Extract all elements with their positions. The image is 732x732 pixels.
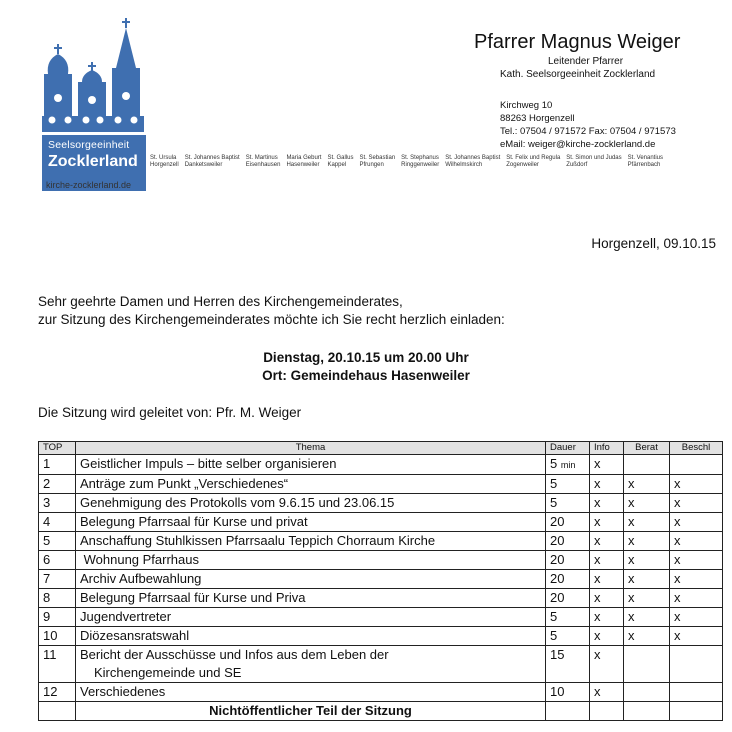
cell-top: 5 bbox=[39, 532, 76, 551]
cell-thema bbox=[76, 589, 546, 608]
address-city: 88263 Horgenzell bbox=[500, 113, 575, 124]
column-header-info: Info bbox=[590, 442, 624, 455]
cell-dauer bbox=[546, 494, 590, 513]
closing-row bbox=[39, 702, 723, 721]
cell-berat: x bbox=[624, 551, 670, 570]
dauer-value: 20 bbox=[550, 514, 565, 529]
empty-cell bbox=[670, 702, 723, 721]
cell-dauer bbox=[546, 513, 590, 532]
cell-berat: x bbox=[624, 494, 670, 513]
cell-dauer bbox=[546, 646, 590, 683]
sender-name: Pfarrer Magnus Weiger bbox=[474, 31, 681, 53]
parish-item: St. Venantius Pfärrenbach bbox=[627, 155, 664, 168]
column-header-thema: Thema bbox=[76, 442, 546, 455]
cell-info: x bbox=[590, 455, 624, 475]
thema-text: Genehmigung des Protokolls vom 9.6.15 und 23.06.15 bbox=[80, 495, 395, 510]
cell-dauer bbox=[546, 551, 590, 570]
cell-info: x bbox=[590, 646, 624, 683]
meeting-leader: Die Sitzung wird geleitet von: Pfr. M. Weiger bbox=[38, 405, 302, 420]
parish-item: St. Gallus Kappel bbox=[327, 155, 354, 168]
thema-text: Belegung Pfarrsaal für Kurse und Priva bbox=[80, 590, 306, 605]
meeting-details bbox=[0, 349, 732, 385]
cell-thema bbox=[76, 532, 546, 551]
cell-berat: x bbox=[624, 513, 670, 532]
address-street: Kirchweg 10 bbox=[500, 100, 553, 111]
cell-beschl: x bbox=[670, 570, 723, 589]
cell-berat: x bbox=[624, 475, 670, 494]
sender-unit: Kath. Seelsorgeeinheit Zocklerland bbox=[500, 69, 656, 80]
parish-item: St. Johannes Baptist Danketsweiler bbox=[184, 155, 240, 168]
sender-address bbox=[500, 99, 676, 151]
contact-phone-fax: Tel.: 07504 / 971572 Fax: 07504 / 971573 bbox=[500, 126, 676, 137]
cell-thema bbox=[76, 683, 546, 702]
thema-text: Anträge zum Punkt „Verschiedenes“ bbox=[80, 476, 289, 491]
cell-dauer bbox=[546, 608, 590, 627]
dauer-value: 5 bbox=[550, 609, 558, 624]
table-row bbox=[39, 551, 723, 570]
parish-item: St. Felix und Regula Zogenweiler bbox=[506, 155, 561, 168]
cell-berat: x bbox=[624, 532, 670, 551]
cell-dauer bbox=[546, 683, 590, 702]
column-header-dauer: Dauer bbox=[546, 442, 590, 455]
cell-info: x bbox=[590, 551, 624, 570]
cell-berat: x bbox=[624, 608, 670, 627]
cell-top: 4 bbox=[39, 513, 76, 532]
cell-beschl: x bbox=[670, 551, 723, 570]
letter-date: Horgenzell, 09.10.15 bbox=[591, 236, 716, 251]
thema-text: Verschiedenes bbox=[80, 684, 166, 699]
dauer-value: 5 bbox=[550, 476, 558, 491]
cell-top bbox=[39, 702, 76, 721]
cell-beschl bbox=[670, 455, 723, 475]
cell-dauer bbox=[546, 475, 590, 494]
cell-info: x bbox=[590, 532, 624, 551]
parish-item: St. Johannes Baptist Wilhelmskirch bbox=[445, 155, 501, 168]
cell-info: x bbox=[590, 513, 624, 532]
empty-cell bbox=[624, 702, 670, 721]
cell-dauer bbox=[546, 532, 590, 551]
dauer-value: 20 bbox=[550, 571, 565, 586]
cell-beschl: x bbox=[670, 494, 723, 513]
table-row bbox=[39, 494, 723, 513]
thema-text: Jugendvertreter bbox=[80, 609, 172, 624]
cell-top: 8 bbox=[39, 589, 76, 608]
thema-text: Archiv Aufbewahlung bbox=[80, 571, 202, 586]
cell-beschl bbox=[670, 683, 723, 702]
cell-top: 1 bbox=[39, 455, 76, 475]
cell-top: 9 bbox=[39, 608, 76, 627]
table-row bbox=[39, 627, 723, 646]
meeting-time: Dienstag, 20.10.15 um 20.00 Uhr bbox=[263, 350, 469, 365]
table-row bbox=[39, 646, 723, 683]
cell-info: x bbox=[590, 627, 624, 646]
cell-dauer bbox=[546, 570, 590, 589]
cell-top: 11 bbox=[39, 646, 76, 683]
cell-info: x bbox=[590, 494, 624, 513]
dauer-unit: min bbox=[560, 460, 576, 470]
greeting-line-2: zur Sitzung des Kirchengemeinderates möchte ich Sie recht herzlich einladen: bbox=[38, 312, 505, 327]
dauer-value: 5 bbox=[550, 628, 558, 643]
cell-dauer bbox=[546, 455, 590, 475]
sender-role: Leitender Pfarrer bbox=[548, 56, 624, 67]
cell-beschl: x bbox=[670, 532, 723, 551]
dauer-value: 5 bbox=[550, 495, 558, 510]
cell-info: x bbox=[590, 475, 624, 494]
cell-beschl: x bbox=[670, 608, 723, 627]
thema-text: Anschaffung Stuhlkissen Pfarrsaalu Teppich Chorraum Kirche bbox=[80, 533, 436, 548]
dauer-value: 5 bbox=[550, 456, 558, 471]
cell-berat bbox=[624, 455, 670, 475]
cell-thema bbox=[76, 646, 546, 683]
table-row bbox=[39, 475, 723, 494]
cell-top: 12 bbox=[39, 683, 76, 702]
empty-cell bbox=[590, 702, 624, 721]
column-header-beschl: Beschl bbox=[670, 442, 723, 455]
column-header-top: TOP bbox=[39, 442, 76, 455]
dauer-value: 15 bbox=[550, 647, 565, 662]
table-row bbox=[39, 513, 723, 532]
thema-text: Wohnung Pfarrhaus bbox=[80, 552, 199, 567]
cell-beschl: x bbox=[670, 627, 723, 646]
greeting-line-1: Sehr geehrte Damen und Herren des Kirchengemeinderates, bbox=[38, 294, 403, 309]
parish-list bbox=[150, 155, 720, 175]
table-row bbox=[39, 683, 723, 702]
cell-beschl: x bbox=[670, 475, 723, 494]
agenda-table bbox=[38, 441, 723, 721]
parish-logo bbox=[38, 16, 148, 176]
dauer-value: 20 bbox=[550, 590, 565, 605]
dauer-value: 10 bbox=[550, 684, 565, 699]
logo-line-2: Zocklerland bbox=[48, 153, 138, 170]
thema-text-continued: Kirchengemeinde und SE bbox=[94, 665, 242, 680]
dauer-value: 20 bbox=[550, 552, 565, 567]
parish-item: St. Stephanus Ringgenweiler bbox=[401, 155, 440, 168]
cell-top: 6 bbox=[39, 551, 76, 570]
table-row bbox=[39, 570, 723, 589]
cell-berat: x bbox=[624, 627, 670, 646]
cell-info: x bbox=[590, 683, 624, 702]
cell-beschl bbox=[670, 646, 723, 683]
meeting-location: Ort: Gemeindehaus Hasenweiler bbox=[262, 368, 470, 383]
cell-info: x bbox=[590, 570, 624, 589]
cell-thema bbox=[76, 551, 546, 570]
cell-beschl: x bbox=[670, 513, 723, 532]
cell-dauer bbox=[546, 589, 590, 608]
logo-line-1: Seelsorgeeinheit bbox=[48, 139, 130, 151]
cell-dauer bbox=[546, 627, 590, 646]
cell-top: 10 bbox=[39, 627, 76, 646]
thema-text: Geistlicher Impuls – bitte selber organisieren bbox=[80, 456, 337, 471]
cell-thema bbox=[76, 627, 546, 646]
parish-item: St. Sebastian Pfrungen bbox=[359, 155, 396, 168]
cell-thema bbox=[76, 608, 546, 627]
table-row bbox=[39, 455, 723, 475]
church-icon bbox=[38, 16, 148, 136]
cell-beschl: x bbox=[670, 589, 723, 608]
cell-thema bbox=[76, 455, 546, 475]
parish-item: St. Martinus Eisenhausen bbox=[245, 155, 281, 168]
table-row bbox=[39, 608, 723, 627]
parish-item: Maria Geburt Hasenweiler bbox=[286, 155, 322, 168]
thema-text: Bericht der Ausschüsse und Infos aus dem Leben der bbox=[80, 647, 389, 662]
dauer-value: 20 bbox=[550, 533, 565, 548]
cell-top: 7 bbox=[39, 570, 76, 589]
cell-thema bbox=[76, 475, 546, 494]
greeting bbox=[38, 293, 505, 329]
cell-info: x bbox=[590, 608, 624, 627]
cell-berat: x bbox=[624, 589, 670, 608]
cell-thema bbox=[76, 513, 546, 532]
agenda-body bbox=[39, 455, 723, 721]
cell-berat bbox=[624, 646, 670, 683]
cell-top: 3 bbox=[39, 494, 76, 513]
cell-top: 2 bbox=[39, 475, 76, 494]
thema-text: Belegung Pfarrsaal für Kurse und privat bbox=[80, 514, 308, 529]
website-link[interactable]: kirche-zocklerland.de bbox=[46, 180, 132, 190]
parish-item: St. Simon und Judas Zußdorf bbox=[566, 155, 622, 168]
contact-email[interactable]: eMail: weiger@kirche-zocklerland.de bbox=[500, 139, 656, 150]
cell-berat bbox=[624, 683, 670, 702]
parish-item: St. Ursula Horgenzell bbox=[150, 155, 179, 168]
table-header-row bbox=[39, 442, 723, 455]
thema-text: Diözesansratswahl bbox=[80, 628, 190, 643]
cell-thema bbox=[76, 570, 546, 589]
cell-info: x bbox=[590, 589, 624, 608]
column-header-berat: Berat bbox=[624, 442, 670, 455]
cell-berat: x bbox=[624, 570, 670, 589]
nonpublic-section-heading: Nichtöffentlicher Teil der Sitzung bbox=[76, 702, 546, 721]
cell-thema bbox=[76, 494, 546, 513]
empty-cell bbox=[546, 702, 590, 721]
table-row bbox=[39, 532, 723, 551]
table-row bbox=[39, 589, 723, 608]
